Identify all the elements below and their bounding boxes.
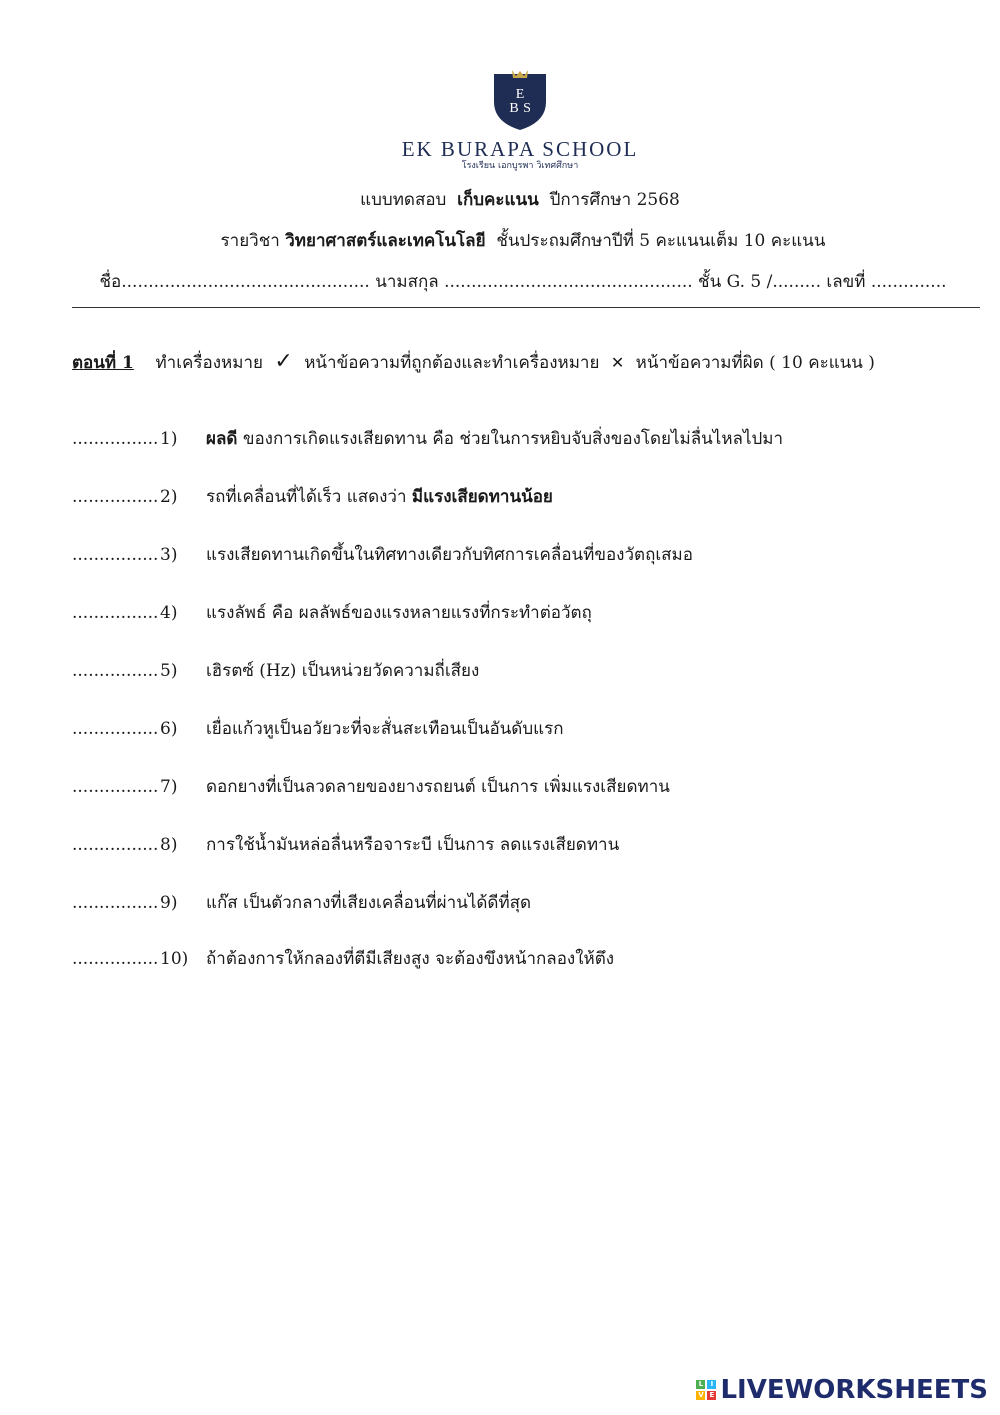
question-row	[72, 657, 479, 684]
question-number: 3)	[160, 545, 178, 565]
question-row	[72, 773, 670, 800]
subject-name: วิทยาศาสตร์และเทคโนโลยี	[285, 231, 486, 251]
school-name: EK BURAPA SCHOOL	[401, 137, 639, 161]
header-divider	[72, 307, 980, 308]
academic-year: ปีการศึกษา 2568	[549, 190, 680, 210]
logo-letter-l: L	[696, 1380, 705, 1389]
instruction-text-c: หน้าข้อความที่ผิด ( 10 คะแนน )	[635, 353, 875, 373]
svg-text:E: E	[515, 87, 525, 102]
instruction-text-b: หน้าข้อความที่ถูกต้องและทำเครื่องหมาย	[304, 353, 600, 373]
question-bold-text: มีแรงเสียดทานน้อย	[411, 487, 553, 507]
question-text: แรงเสียดทานเกิดขึ้นในทิศทางเดียวกับทิศการเคลื่อนที่ของวัตถุเสมอ	[206, 545, 693, 565]
question-row	[72, 945, 614, 972]
instruction-line	[72, 349, 875, 376]
logo-letter-i: I	[707, 1380, 716, 1389]
exam-type-label: แบบทดสอบ	[360, 190, 447, 210]
svg-text:S: S	[523, 101, 531, 116]
answer-blank[interactable]: ................	[72, 661, 159, 681]
student-info-line: ชื่อ.............................................. นามสกุล .............................................. ชั้น G. 5 /......... เลขที่ ..............	[99, 272, 947, 292]
instruction-text-a: ทำเครื่องหมาย	[155, 353, 263, 373]
question-text: ดอกยางที่เป็นลวดลายของยางรถยนต์ เป็นการ เพิ่มแรงเสียดทาน	[206, 777, 670, 797]
question-text: เยื่อแก้วหูเป็นอวัยวะที่จะสั่นสะเทือนเป็นอันดับแรก	[206, 719, 564, 739]
question-text: เฮิรตซ์ (Hz) เป็นหน่วยวัดความถี่เสียง	[206, 661, 480, 681]
liveworksheets-icon	[696, 1380, 716, 1400]
school-crest-logo	[490, 68, 550, 132]
question-text: รถที่เคลื่อนที่ได้เร็ว แสดงว่า	[206, 487, 412, 507]
answer-blank[interactable]: ................	[72, 487, 159, 507]
question-bold-text: ผลดี	[206, 429, 238, 449]
school-subtitle: โรงเรียน เอกบูรพา วิเทศศึกษา	[461, 161, 579, 171]
question-row	[72, 715, 564, 742]
answer-blank[interactable]: ................	[72, 429, 159, 449]
svg-text:B: B	[509, 101, 519, 116]
question-text: ถ้าต้องการให้กลองที่ตีมีเสียงสูง จะต้องขึงหน้ากลองให้ตึง	[206, 949, 615, 969]
question-number: 5)	[160, 661, 178, 681]
question-number: 1)	[160, 429, 178, 449]
liveworksheets-brand: LIVEWORKSHEETS	[720, 1375, 988, 1405]
question-number: 9)	[160, 893, 178, 913]
answer-blank[interactable]: ................	[72, 777, 159, 797]
exam-purpose: เก็บคะแนน	[457, 190, 539, 210]
answer-blank[interactable]: ................	[72, 545, 159, 565]
checkmark-icon: ✓	[274, 349, 293, 374]
question-number: 4)	[160, 603, 178, 623]
question-text: แรงลัพธ์ คือ ผลลัพธ์ของแรงหลายแรงที่กระทำต่อวัตถุ	[206, 603, 592, 623]
answer-blank[interactable]: ................	[72, 835, 159, 855]
question-number: 10)	[160, 949, 189, 969]
question-text: ของการเกิดแรงเสียดทาน คือ ช่วยในการหยิบจับสิ่งของโดยไม่ลื่นไหลไปมา	[237, 429, 784, 449]
answer-blank[interactable]: ................	[72, 603, 159, 623]
part-label: ตอนที่ 1	[72, 353, 134, 373]
question-row	[72, 541, 693, 568]
logo-letter-v: V	[698, 1391, 704, 1399]
question-row	[72, 831, 619, 858]
question-text: แก๊ส เป็นตัวกลางที่เสียงเคลื่อนที่ผ่านได้ดีที่สุด	[206, 893, 532, 913]
question-number: 8)	[160, 835, 178, 855]
liveworksheets-logo	[696, 1375, 988, 1405]
logo-letter-e: E	[707, 1391, 716, 1400]
question-row	[72, 425, 783, 452]
question-number: 7)	[160, 777, 178, 797]
question-row	[72, 599, 592, 626]
grade-score-info: ชั้นประถมศึกษาปีที่ 5 คะแนนเต็ม 10 คะแนน	[496, 231, 826, 251]
exam-title-line	[0, 186, 1000, 213]
question-row	[72, 889, 531, 916]
answer-blank[interactable]: ................	[72, 949, 159, 969]
answer-blank[interactable]: ................	[72, 893, 159, 913]
question-text: การใช้น้ำมันหล่อลื่นหรือจาระบี เป็นการ ลดแรงเสียดทาน	[206, 835, 620, 855]
subject-line	[0, 227, 1000, 254]
answer-blank[interactable]: ................	[72, 719, 159, 739]
question-number: 2)	[160, 487, 178, 507]
subject-label: รายวิชา	[220, 231, 280, 251]
cross-icon: ✕	[610, 353, 625, 372]
question-number: 6)	[160, 719, 178, 739]
question-row	[72, 483, 553, 510]
